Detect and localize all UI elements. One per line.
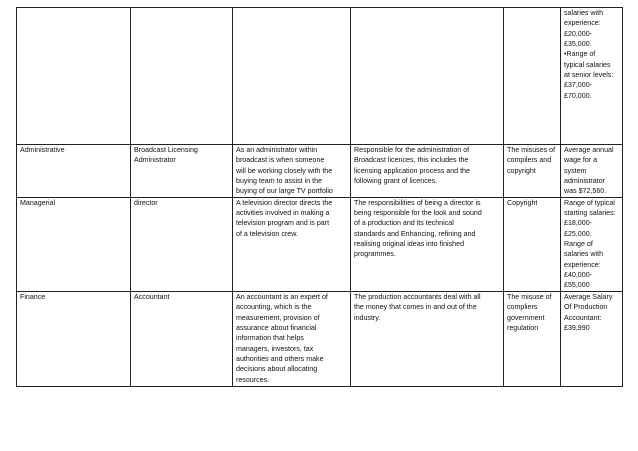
table-cell-area: Administrative (17, 145, 131, 198)
table-row (17, 145, 623, 198)
table-cell-issues (504, 8, 561, 145)
table-cell-job-title: director (131, 197, 233, 291)
table-cell-description (233, 8, 351, 145)
table-cell-salary: Average Salary Of Production Accountant: £39,990 (561, 291, 623, 386)
table-cell-salary: Average annual wage for a system administrator was $72,560. (561, 145, 623, 198)
table-cell-job-title (131, 8, 233, 145)
table-cell-responsibilities (351, 8, 504, 145)
table-cell-description: As an administrator within broadcast is when someone will be working closely with the buying team to assist in the buying of our large TV portfolio (233, 145, 351, 198)
table-cell-job-title: Accountant (131, 291, 233, 386)
table-cell-salary: Range of typical starting salaries: £18,000- £25,000. Range of salaries with experience: £40,000- £55,000 (561, 197, 623, 291)
table-cell-area: Finance (17, 291, 131, 386)
table-cell-salary: salaries with experience: £20,000- £35,000. •Range of typical salaries at senior levels: £37,000- £70,000. (561, 8, 623, 145)
table-cell-description: A television director directs the activities involved in making a television program and is part of a television crew. (233, 197, 351, 291)
table-cell-issues: The misuses of compilers and copyright (504, 145, 561, 198)
table-cell-issues: The misuse of compliers government regulation (504, 291, 561, 386)
table-row (17, 197, 623, 291)
table-cell-issues: Copyright (504, 197, 561, 291)
table-cell-responsibilities: The responsibilities of being a director is being responsible for the look and sound of a production and its technical standards and Enhancing, refining and realising original ideas into finished programmes. (351, 197, 504, 291)
table-cell-responsibilities: The production accountants deal with all the money that comes in and out of the industry. (351, 291, 504, 386)
document-table (16, 7, 623, 387)
table-cell-job-title: Broadcast Licensing Administrator (131, 145, 233, 198)
table-cell-description: An accountant is an expert of accounting, which is the measurement, provision of assurance about financial information that helps managers, investors, tax authorities and others make decisions about allocating resources. (233, 291, 351, 386)
table-cell-area: Managerial (17, 197, 131, 291)
table-row (17, 291, 623, 386)
table-row (17, 8, 623, 145)
table-cell-responsibilities: Responsible for the administration of Broadcast licences, this includes the licensing application process and the following grant of licences. (351, 145, 504, 198)
table-cell-area (17, 8, 131, 145)
